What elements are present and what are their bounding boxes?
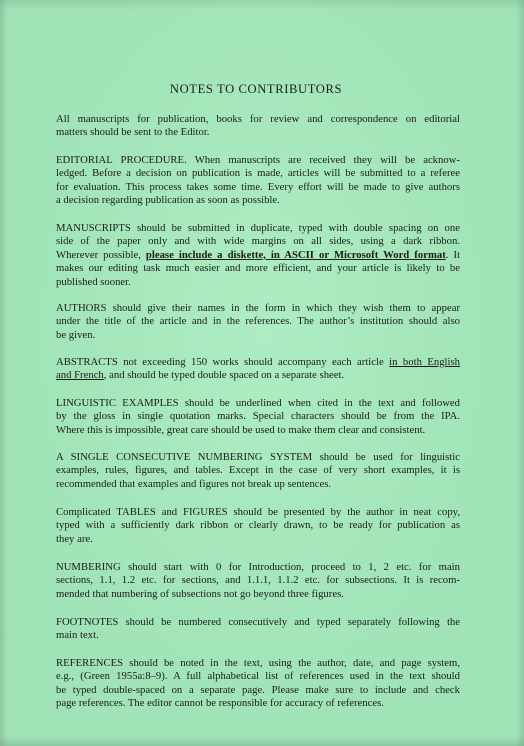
text-line: examples, rules, figures, and tables. Except in the case of very short examples, it is [56, 464, 460, 477]
page-title: NOTES TO CONTRIBUTORS [169, 82, 343, 96]
diskette-emphasis: please include a diskette, in ASCII or Microsoft Word format [145, 248, 446, 261]
text-line: they are. [56, 532, 93, 545]
tables-figures-paragraph [56, 506, 460, 546]
text-line: A SINGLE CONSECUTIVE NUMBERING SYSTEM should be used for linguistic [56, 451, 460, 463]
text-line: matters should be sent to the Editor. [56, 126, 210, 139]
text-line: be given. [56, 328, 96, 341]
text-line: published sooner. [56, 275, 131, 288]
text-line: AUTHORS should give their names in the form in which they wish them to appear [56, 302, 460, 314]
editorial-procedure-paragraph [56, 154, 460, 208]
authors-paragraph [56, 302, 460, 342]
text-line: sections, 1.1, 1.2 etc. for sections, and 1.1.1, 1.1.2 etc. for subsections. It is recom- [56, 574, 460, 587]
text-line: LINGUISTIC EXAMPLES should be underlined when cited in the text and followed [56, 397, 460, 409]
numbering-paragraph [56, 561, 460, 601]
text-line: main text. [56, 629, 99, 642]
text-line: side of the paper only and with wide margins on all sides, using a dark ribbon. [56, 235, 460, 248]
text-fragment: ABSTRACTS not exceeding 150 works should accompany each article [56, 356, 390, 368]
text-line: Complicated TABLES and FIGURES should be presented by the author in neat copy, [56, 506, 460, 518]
text-line: makes our editing task much easier and more efficient, and your article is likely to be [56, 262, 460, 275]
text-line: EDITORIAL PROCEDURE. When manuscripts are received they will be acknow- [56, 154, 460, 166]
intro-paragraph [56, 113, 460, 140]
text-line: mended that numbering of subsections not go beyond three figures. [56, 587, 344, 600]
numbering-system-paragraph [56, 451, 460, 491]
text-line: recommended that examples and figures not break up sentences. [56, 477, 332, 490]
underlined-text: in both English [389, 356, 460, 368]
text-line [56, 369, 460, 382]
manuscripts-paragraph [56, 222, 460, 289]
text-line: under the title of the article and in the references. The author’s institution should also [56, 315, 460, 328]
text-line: Where this is impossible, great care should be used to make them clear and consistent. [56, 423, 426, 436]
text-line: be typed double-spaced on a separate page. Please make sure to include and check [56, 683, 460, 696]
text-line: typed with a sufficiently dark ribbon or clearly drawn, to be ready for publication as [56, 519, 460, 532]
text-fragment: . It [445, 248, 460, 261]
text-line: REFERENCES should be noted in the text, using the author, date, and page system, [56, 657, 460, 669]
abstracts-paragraph [56, 356, 460, 383]
text-fragment: Wherever possible, [56, 248, 146, 261]
linguistic-examples-paragraph [56, 397, 460, 437]
text-line: All manuscripts for publication, books for review and correspondence on editorial [56, 113, 460, 125]
text-line [56, 249, 460, 262]
text-line: FOOTNOTES should be numbered consecutively and typed separately following the [56, 616, 460, 628]
text-line: NUMBERING should start with 0 for Introduction, proceed to 1, 2 etc. for main [56, 561, 460, 573]
footnotes-paragraph [56, 616, 460, 643]
references-paragraph [56, 657, 460, 711]
text-line: for evaluation. This process takes some time. Every effort will be made to give authors [56, 180, 460, 193]
text-line: a decision regarding publication as soon as possible. [56, 194, 280, 207]
text-line: page references. The editor cannot be responsible for accuracy of references. [56, 697, 384, 710]
text-line: ledged. Before a decision on publication is made, articles will be submitted to a referee [56, 167, 460, 180]
text-line: by the gloss in single quotation marks. Special characters should be from the IPA. [56, 410, 460, 423]
text-line [56, 356, 460, 369]
text-line: e.g., (Green 1955a:8–9). A full alphabetical list of references used in the text should [56, 670, 460, 683]
text-fragment: , and should be typed double spaced on a separate sheet. [103, 369, 345, 382]
underlined-text: and French [56, 369, 104, 382]
text-line: MANUSCRIPTS should be submitted in duplicate, typed with double spacing on one [56, 222, 460, 234]
